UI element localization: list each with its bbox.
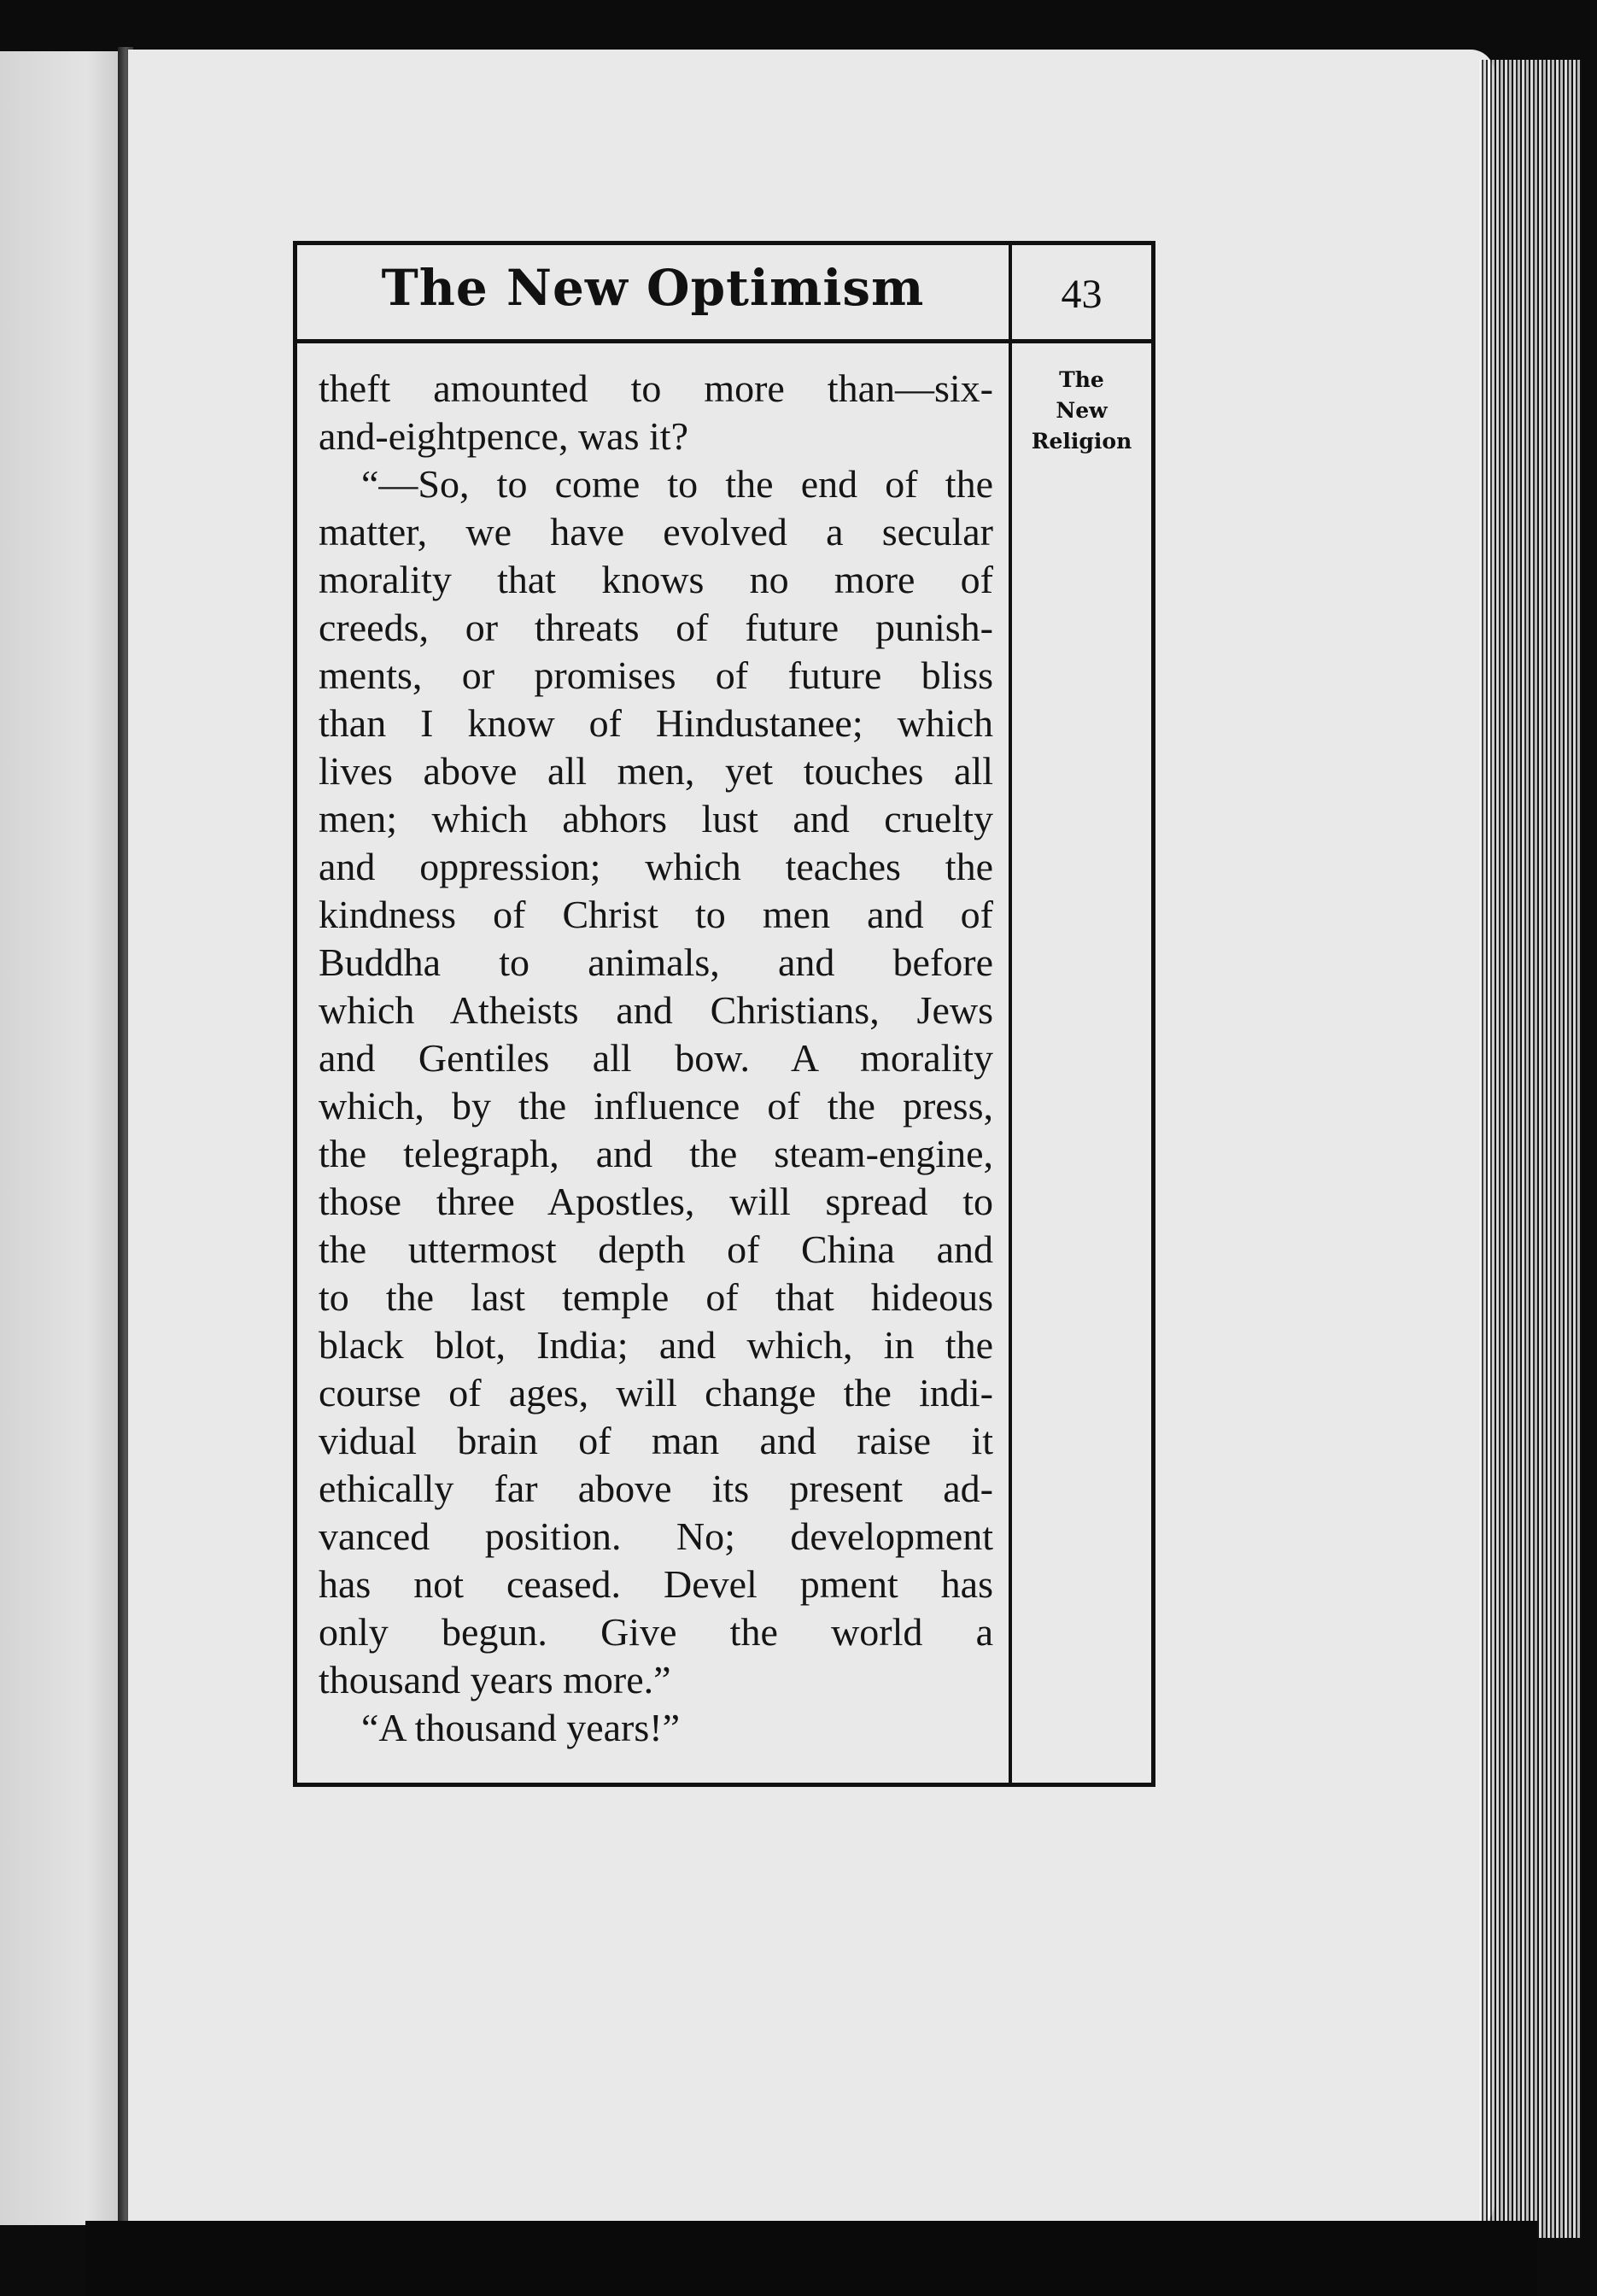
text-line: ments, or promises of future bliss: [319, 653, 993, 697]
text-line: creeds, or threats of future punish-: [319, 606, 993, 649]
text-line: “A thousand years!”: [361, 1706, 680, 1749]
text-line: than I know of Hindustanee; which: [319, 701, 993, 745]
text-line: which, by the influence of the press,: [319, 1084, 993, 1128]
text-line: those three Apostles, will spread to: [319, 1180, 993, 1223]
page-edge-stack: [1479, 60, 1582, 2238]
text-line: has not ceased. Devel pment has: [319, 1562, 993, 1606]
body-text: [319, 365, 993, 1752]
text-line: kindness of Christ to men and of: [319, 893, 993, 936]
text-line: the telegraph, and the steam-engine,: [319, 1132, 993, 1175]
running-title: The New Optimism: [381, 259, 925, 317]
text-line: ethically far above its present ad-: [319, 1467, 993, 1510]
text-line: Buddha to animals, and before: [319, 940, 993, 984]
text-line: the uttermost depth of China and: [319, 1227, 993, 1271]
margin-note-line: Religion: [1031, 429, 1132, 454]
text-line: to the last temple of that hideous: [319, 1275, 993, 1319]
text-line: black blot, India; and which, in the: [319, 1323, 993, 1367]
page-number: 43: [1061, 272, 1103, 317]
text-line: lives above all men, yet touches all: [319, 749, 993, 793]
margin-note-line: New: [1056, 398, 1108, 423]
text-line: and-eightpence, was it?: [319, 414, 688, 458]
margin-note: [1012, 365, 1151, 457]
header-rule: [297, 339, 1151, 343]
text-line: theft amounted to more than—six-: [319, 366, 993, 410]
text-line: only begun. Give the world a: [319, 1610, 993, 1654]
text-line: and Gentiles all bow. A morality: [319, 1036, 993, 1080]
text-line: and oppression; which teaches the: [319, 845, 993, 888]
column-divider: [1009, 245, 1012, 1783]
text-line: vidual brain of man and raise it: [319, 1419, 993, 1462]
text-line: “—So, to come to the end of the: [361, 462, 993, 506]
text-frame: [293, 241, 1155, 1787]
text-line: which Atheists and Christians, Jews: [319, 988, 993, 1032]
text-line: thousand years more.”: [319, 1658, 671, 1702]
text-line: morality that knows no more of: [319, 558, 993, 601]
text-line: course of ages, will change the indi-: [319, 1371, 993, 1414]
text-line: vanced position. No; development: [319, 1514, 993, 1558]
facing-page-edge: [0, 51, 124, 2225]
margin-note-line: The: [1059, 367, 1104, 392]
text-line: men; which abhors lust and cruelty: [319, 797, 993, 840]
scan-border: [85, 2221, 1537, 2296]
text-line: matter, we have evolved a secular: [319, 510, 993, 554]
